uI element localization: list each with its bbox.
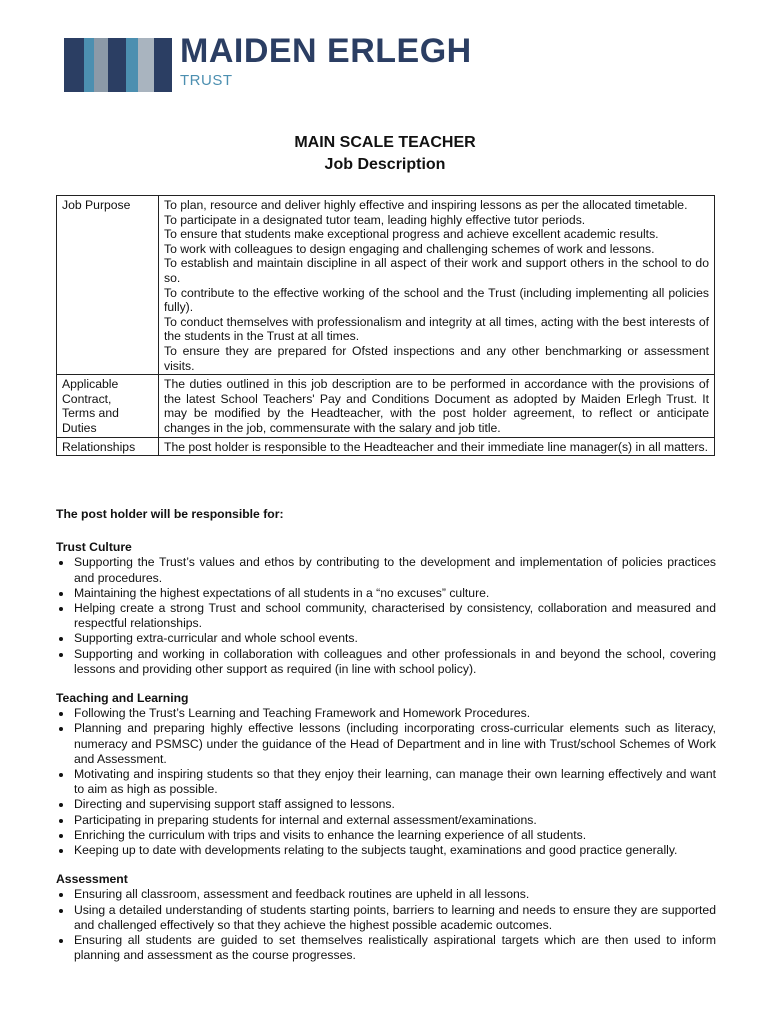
job-purpose-line: To plan, resource and deliver highly effective and inspiring lessons as per the allocated timetable. [164,198,688,212]
job-purpose-text [159,196,715,375]
list-item: Following the Trust’s Learning and Teaching Framework and Homework Procedures. [56,706,716,721]
job-purpose-line: To participate in a designated tutor team, leading highly effective tutor periods. [164,212,586,227]
logo-name: MAIDEN ERLEGH [180,32,472,70]
contract-label [57,375,159,437]
list-item: Ensuring all classroom, assessment and feedback routines are upheld in all lessons. [56,887,716,902]
job-purpose-label: Job Purpose [57,196,159,375]
title-line-2: Job Description [324,156,446,173]
list-item: Directing and supervising support staff assigned to lessons. [56,797,716,812]
contract-label-line: Applicable [62,377,119,392]
table-row [57,196,715,375]
list-item: Maintaining the highest expectations of all students in a “no excuses” culture. [56,586,716,601]
logo-subtitle: TRUST [180,72,233,89]
logo-bar [64,38,84,92]
trust-culture-section [56,540,716,677]
job-purpose-line: To conduct themselves with professionalism and integrity at all times, acting with the best interests of the students in the Trust at all times. [164,314,709,344]
bullet-list [56,555,716,677]
bullet-list [56,706,716,858]
contract-label-line: Contract, [62,391,112,406]
list-item: Supporting the Trust’s values and ethos by contributing to the development and implementation of policies practices and procedures. [56,555,716,585]
document-title [0,132,770,176]
relationships-text: The post holder is responsible to the Headteacher and their immediate line manager(s) in all matters. [159,437,715,456]
logo-bar [94,38,108,92]
logo-bars-icon [64,38,172,92]
assessment-section [56,872,716,963]
table-row [57,375,715,437]
list-item: Supporting extra-curricular and whole school events. [56,631,716,646]
table-row [57,437,715,456]
list-item: Supporting and working in collaboration with colleagues and other professionals in and beyond the school, covering lessons and providing other support as required (in line with school policy). [56,647,716,677]
list-item: Using a detailed understanding of students starting points, barriers to learning and needs to ensure they are supported and challenged effectively so that they achieve the highest possible academic outcomes. [56,903,716,933]
relationships-label: Relationships [57,437,159,456]
job-purpose-line: To establish and maintain discipline in all aspect of their work and support others in the school to do so. [164,256,709,285]
list-item: Participating in preparing students for internal and external assessment/examinations. [56,813,716,828]
job-purpose-line: To ensure that students make exceptional progress and achieve excellent academic results. [164,227,659,242]
contract-label-line: Duties [62,420,97,435]
list-item: Enriching the curriculum with trips and visits to enhance the learning experience of all students. [56,828,716,843]
logo-bar [154,38,172,92]
responsibilities-heading: The post holder will be responsible for: [56,507,284,521]
section-title: Trust Culture [56,540,132,555]
contract-text: The duties outlined in this job description are to be performed in accordance with the provisions of the latest School Teachers' Pay and Conditions Document as adopted by Maiden Erlegh Trust. It may be modified by the Headteacher, with the post holder agreement, to reflect or anticipate changes in the job, commensurate with the salary and job title. [159,375,715,437]
job-purpose-line: To contribute to the effective working of the school and the Trust (including implementing all policies fully). [164,285,709,315]
job-description-table [56,195,715,456]
job-purpose-line: To work with colleagues to design engaging and challenging schemes of work and lessons. [164,241,655,256]
logo-bar [84,38,94,92]
bullet-list [56,887,716,963]
section-title: Teaching and Learning [56,691,189,706]
section-title: Assessment [56,872,128,887]
logo-bar [108,38,126,92]
list-item: Planning and preparing highly effective lessons (including incorporating cross-curricular elements such as literacy, numeracy and PSMSC) under the guidance of the Head of Department and in line with Trust/school Schemes of Work and Assessment. [56,721,716,767]
logo-bar [138,38,154,92]
list-item: Keeping up to date with developments relating to the subjects taught, examinations and good practice generally. [56,843,716,858]
job-purpose-line: To ensure they are prepared for Ofsted inspections and any other benchmarking or assessment visits. [164,343,709,373]
contract-label-line: Terms and [62,406,119,421]
list-item: Motivating and inspiring students so that they enjoy their learning, can manage their own learning effectively and want to aim as high as possible. [56,767,716,797]
logo-bar [126,38,138,92]
list-item: Helping create a strong Trust and school community, characterised by consistency, collaboration and measured and respectful relationships. [56,601,716,631]
title-line-1: MAIN SCALE TEACHER [294,134,476,151]
teaching-learning-section [56,691,716,858]
list-item: Ensuring all students are guided to set themselves realistically aspirational targets which are then used to inform planning and assessment as the course progresses. [56,933,716,963]
responsibilities [56,507,716,977]
